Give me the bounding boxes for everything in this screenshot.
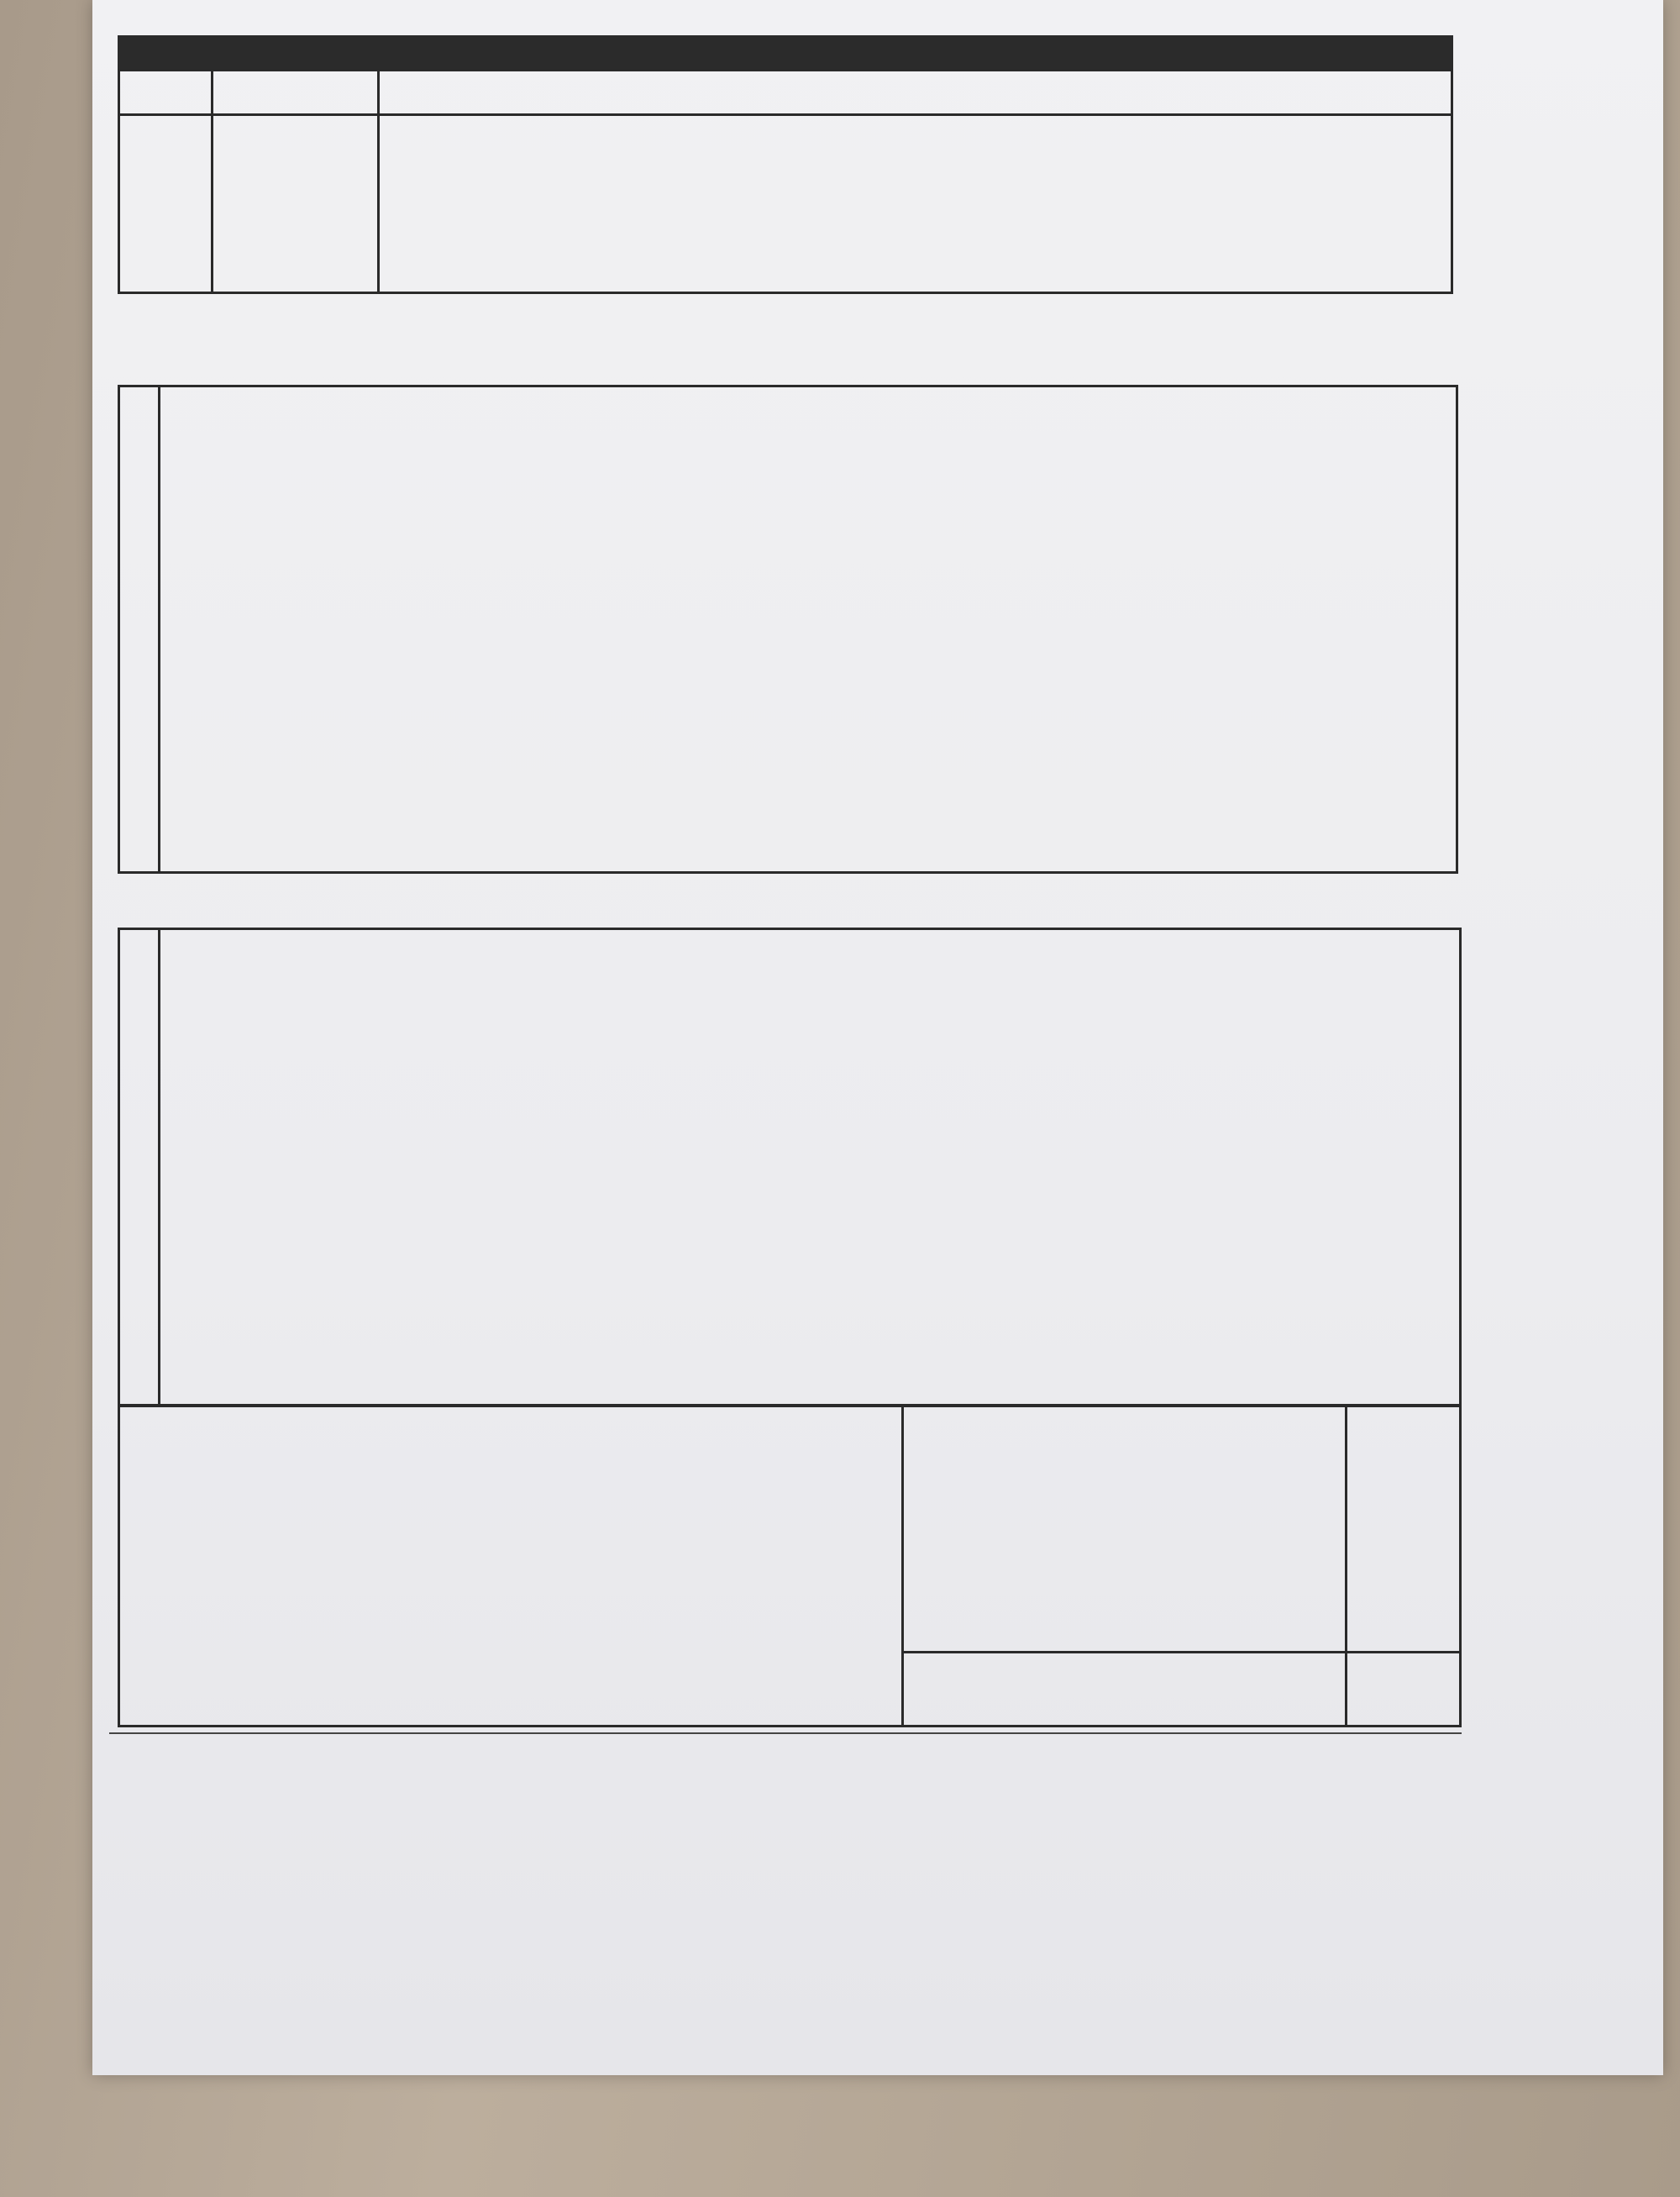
references-administratives xyxy=(130,1698,144,1716)
notice-text xyxy=(130,1416,172,1453)
non-bati-table xyxy=(118,928,1462,1406)
notice-and-totals xyxy=(118,1405,1462,1727)
debiteurs-title-bar xyxy=(118,35,1453,69)
bati-header-row xyxy=(343,334,1458,386)
debiteurs-table xyxy=(118,69,1453,294)
non-bati-header-row xyxy=(346,874,1462,929)
tax-document-page xyxy=(92,0,1663,2075)
bati-table xyxy=(118,385,1458,874)
legal-notice xyxy=(111,1774,1463,1930)
